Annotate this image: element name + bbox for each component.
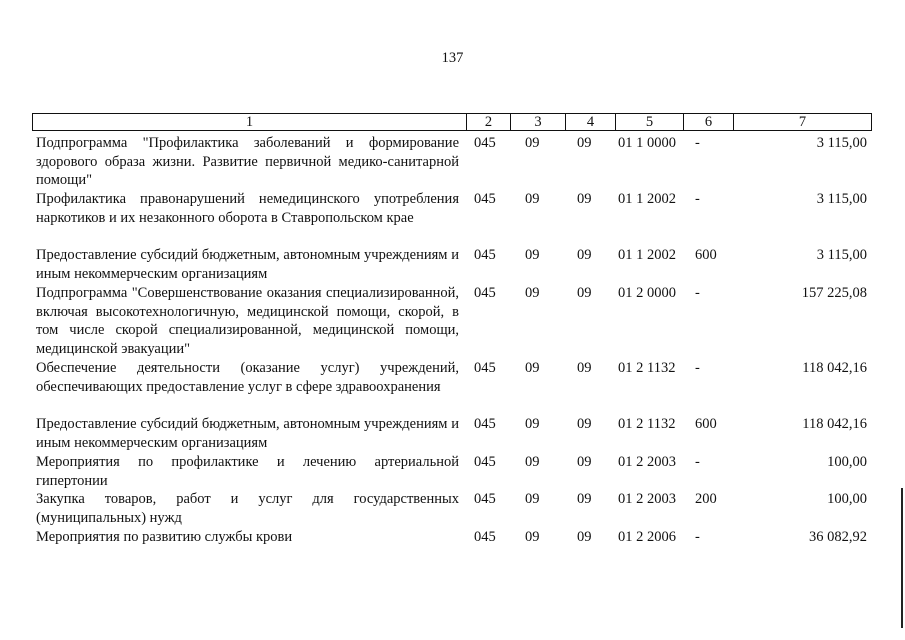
- cell-amount: 100,00: [827, 491, 867, 507]
- cell-amount: 3 115,00: [816, 135, 867, 151]
- header-col-2: 2: [466, 114, 510, 130]
- row-description: Профилактика правонарушений немедицинского употребления наркотиков и их незаконного оборота в Ставропольском крае: [36, 191, 459, 226]
- cell-code-5: 01 2 2006: [618, 529, 676, 545]
- cell-code-4: 09: [577, 247, 592, 263]
- cell-code-5: 01 2 0000: [618, 285, 676, 301]
- cell-code-2: 045: [474, 416, 496, 432]
- cell-code-5: 01 2 1132: [618, 416, 676, 432]
- cell-code-2: 045: [474, 491, 496, 507]
- cell-code-3: 09: [525, 247, 540, 263]
- cell-code-3: 09: [525, 191, 540, 207]
- cell-amount: 3 115,00: [816, 191, 867, 207]
- header-col-3: 3: [510, 114, 565, 130]
- cell-amount: 118 042,16: [802, 416, 867, 432]
- cell-code-4: 09: [577, 191, 592, 207]
- header-col-4: 4: [565, 114, 615, 130]
- cell-code-2: 045: [474, 454, 496, 470]
- cell-code-5: 01 1 2002: [618, 191, 676, 207]
- cell-code-6: -: [695, 529, 700, 545]
- row-description: Подпрограмма "Совершенствование оказания специализированной, включая высокотехнологичную, медицинской помощи, скорой, в том числе скорой специализированной, медицинской помощи, медицинской эвакуации": [36, 285, 459, 358]
- cell-code-6: 200: [695, 491, 717, 507]
- header-col-6: 6: [683, 114, 733, 130]
- page-edge-line: [901, 488, 903, 628]
- cell-code-2: 045: [474, 247, 496, 263]
- cell-code-5: 01 2 2003: [618, 454, 676, 470]
- cell-code-2: 045: [474, 191, 496, 207]
- cell-code-4: 09: [577, 416, 592, 432]
- header-col-1: 1: [245, 114, 254, 130]
- cell-code-3: 09: [525, 416, 540, 432]
- cell-code-6: -: [695, 454, 700, 470]
- cell-code-3: 09: [525, 529, 540, 545]
- cell-code-3: 09: [525, 360, 540, 376]
- cell-code-5: 01 2 2003: [618, 491, 676, 507]
- cell-code-6: 600: [695, 247, 717, 263]
- cell-code-2: 045: [474, 529, 496, 545]
- cell-code-4: 09: [577, 360, 592, 376]
- row-description: Обеспечение деятельности (оказание услуг) учреждений, обеспечивающих предоставление услуг в сфере здравоохранения: [36, 360, 459, 395]
- cell-amount: 118 042,16: [802, 360, 867, 376]
- cell-code-3: 09: [525, 285, 540, 301]
- cell-code-5: 01 1 0000: [618, 135, 676, 151]
- row-description: Мероприятия по профилактике и лечению артериальной гипертонии: [36, 454, 459, 489]
- cell-code-6: -: [695, 360, 700, 376]
- cell-code-6: 600: [695, 416, 717, 432]
- cell-code-3: 09: [525, 135, 540, 151]
- cell-code-2: 045: [474, 285, 496, 301]
- cell-code-3: 09: [525, 454, 540, 470]
- row-description: Предоставление субсидий бюджетным, автономным учреждениям и иным некоммерческим организациям: [36, 247, 459, 282]
- cell-code-4: 09: [577, 454, 592, 470]
- cell-code-4: 09: [577, 491, 592, 507]
- cell-code-2: 045: [474, 135, 496, 151]
- header-col-7: 7: [733, 114, 871, 130]
- cell-code-6: -: [695, 191, 700, 207]
- row-description: Предоставление субсидий бюджетным, автономным учреждениям и иным некоммерческим организациям: [36, 416, 459, 451]
- cell-code-4: 09: [577, 135, 592, 151]
- cell-amount: 3 115,00: [816, 247, 867, 263]
- cell-code-5: 01 2 1132: [618, 360, 676, 376]
- row-description: Мероприятия по развитию службы крови: [36, 529, 293, 545]
- cell-code-6: -: [695, 135, 700, 151]
- cell-code-3: 09: [525, 491, 540, 507]
- table-header: [32, 113, 872, 131]
- row-description: Подпрограмма "Профилактика заболеваний и формирование здорового образа жизни. Развитие первичной медико-санитарной помощи": [36, 135, 459, 189]
- cell-code-2: 045: [474, 360, 496, 376]
- header-col-5: 5: [615, 114, 683, 130]
- cell-amount: 36 082,92: [809, 529, 867, 545]
- cell-code-4: 09: [577, 285, 592, 301]
- cell-amount: 157 225,08: [801, 285, 867, 301]
- cell-code-4: 09: [577, 529, 592, 545]
- cell-code-6: -: [695, 285, 700, 301]
- cell-code-5: 01 1 2002: [618, 247, 676, 263]
- cell-amount: 100,00: [827, 454, 867, 470]
- page-number: 137: [441, 50, 464, 66]
- row-description: Закупка товаров, работ и услуг для государственных (муниципальных) нужд: [36, 491, 459, 526]
